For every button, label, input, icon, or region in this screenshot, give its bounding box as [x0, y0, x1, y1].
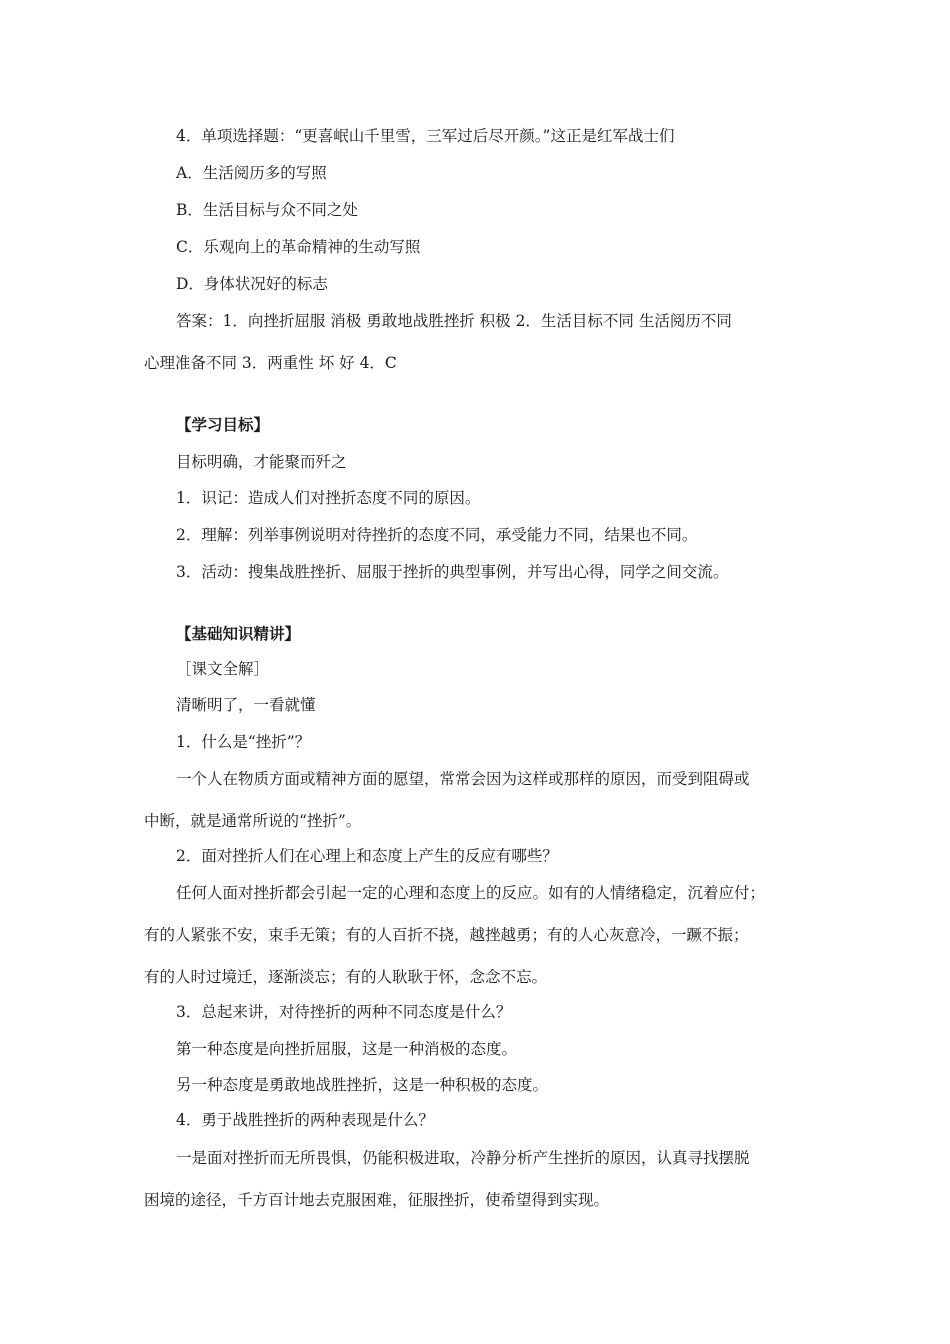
basics-subheading: ［课文全解］ — [176, 660, 270, 678]
answer-2-line-3: 有的人时过境迁，逐渐淡忘；有的人耿耿于怀，念念不忘。 — [144, 968, 548, 986]
option-a: A．生活阅历多的写照 — [176, 164, 327, 182]
answer-4-line-1: 一是面对挫折而无所畏惧，仍能积极进取，冷静分析产生挫折的原因，认真寻找摆脱 — [176, 1149, 750, 1167]
question-1: 1．什么是“挫折”？ — [176, 733, 311, 751]
answer-4-line-2: 困境的途径，千方百计地去克服困难，征服挫折，使希望得到实现。 — [144, 1191, 610, 1209]
answer-1-line-1: 一个人在物质方面或精神方面的愿望，常常会因为这样或那样的原因，而受到阻碍或 — [176, 770, 750, 788]
option-b: B．生活目标与众不同之处 — [176, 201, 358, 219]
question-4-stem: 4．单项选择题：“更喜岷山千里雪，三军过后尽开颜。”这正是红军战士们 — [176, 127, 675, 145]
question-2: 2．面对挫折人们在心理上和态度上产生的反应有哪些？ — [176, 847, 558, 865]
learning-goal-item: 1．识记：造成人们对挫折态度不同的原因。 — [176, 489, 481, 507]
answer-3-line-2: 另一种态度是勇敢地战胜挫折，这是一种积极的态度。 — [176, 1076, 549, 1094]
option-d: D．身体状况好的标志 — [176, 275, 328, 293]
answer-line-1: 答案：1．向挫折屈服 消极 勇敢地战胜挫折 积极 2．生活目标不同 生活阅历不同 — [176, 312, 732, 330]
learning-goal-item: 3．活动：搜集战胜挫折、屈服于挫折的典型事例，并写出心得，同学之间交流。 — [176, 563, 729, 581]
option-c: C．乐观向上的革命精神的生动写照 — [176, 238, 421, 256]
answer-2-line-1: 任何人面对挫折都会引起一定的心理和态度上的反应。如有的人情绪稳定，沉着应付； — [176, 884, 766, 902]
basics-heading: 【基础知识精讲】 — [176, 624, 301, 643]
answer-1-line-2: 中断，就是通常所说的“挫折”。 — [144, 812, 362, 830]
basics-intro: 清晰明了，一看就懂 — [176, 696, 316, 714]
learning-goals-heading: 【学习目标】 — [176, 415, 270, 434]
learning-goal-item: 2．理解：列举事例说明对待挫折的态度不同，承受能力不同，结果也不同。 — [176, 526, 698, 544]
answer-line-2: 心理准备不同 3．两重性 坏 好 4．C — [144, 354, 397, 372]
learning-goals-intro: 目标明确，才能聚而歼之 — [176, 453, 347, 471]
question-4-basics: 4．勇于战胜挫折的两种表现是什么？ — [176, 1111, 434, 1129]
question-3: 3．总起来讲，对待挫折的两种不同态度是什么？ — [176, 1003, 512, 1021]
answer-3-line-1: 第一种态度是向挫折屈服，这是一种消极的态度。 — [176, 1040, 518, 1058]
answer-2-line-2: 有的人紧张不安，束手无策；有的人百折不挠，越挫越勇；有的人心灰意冷，一蹶不振； — [144, 926, 749, 944]
